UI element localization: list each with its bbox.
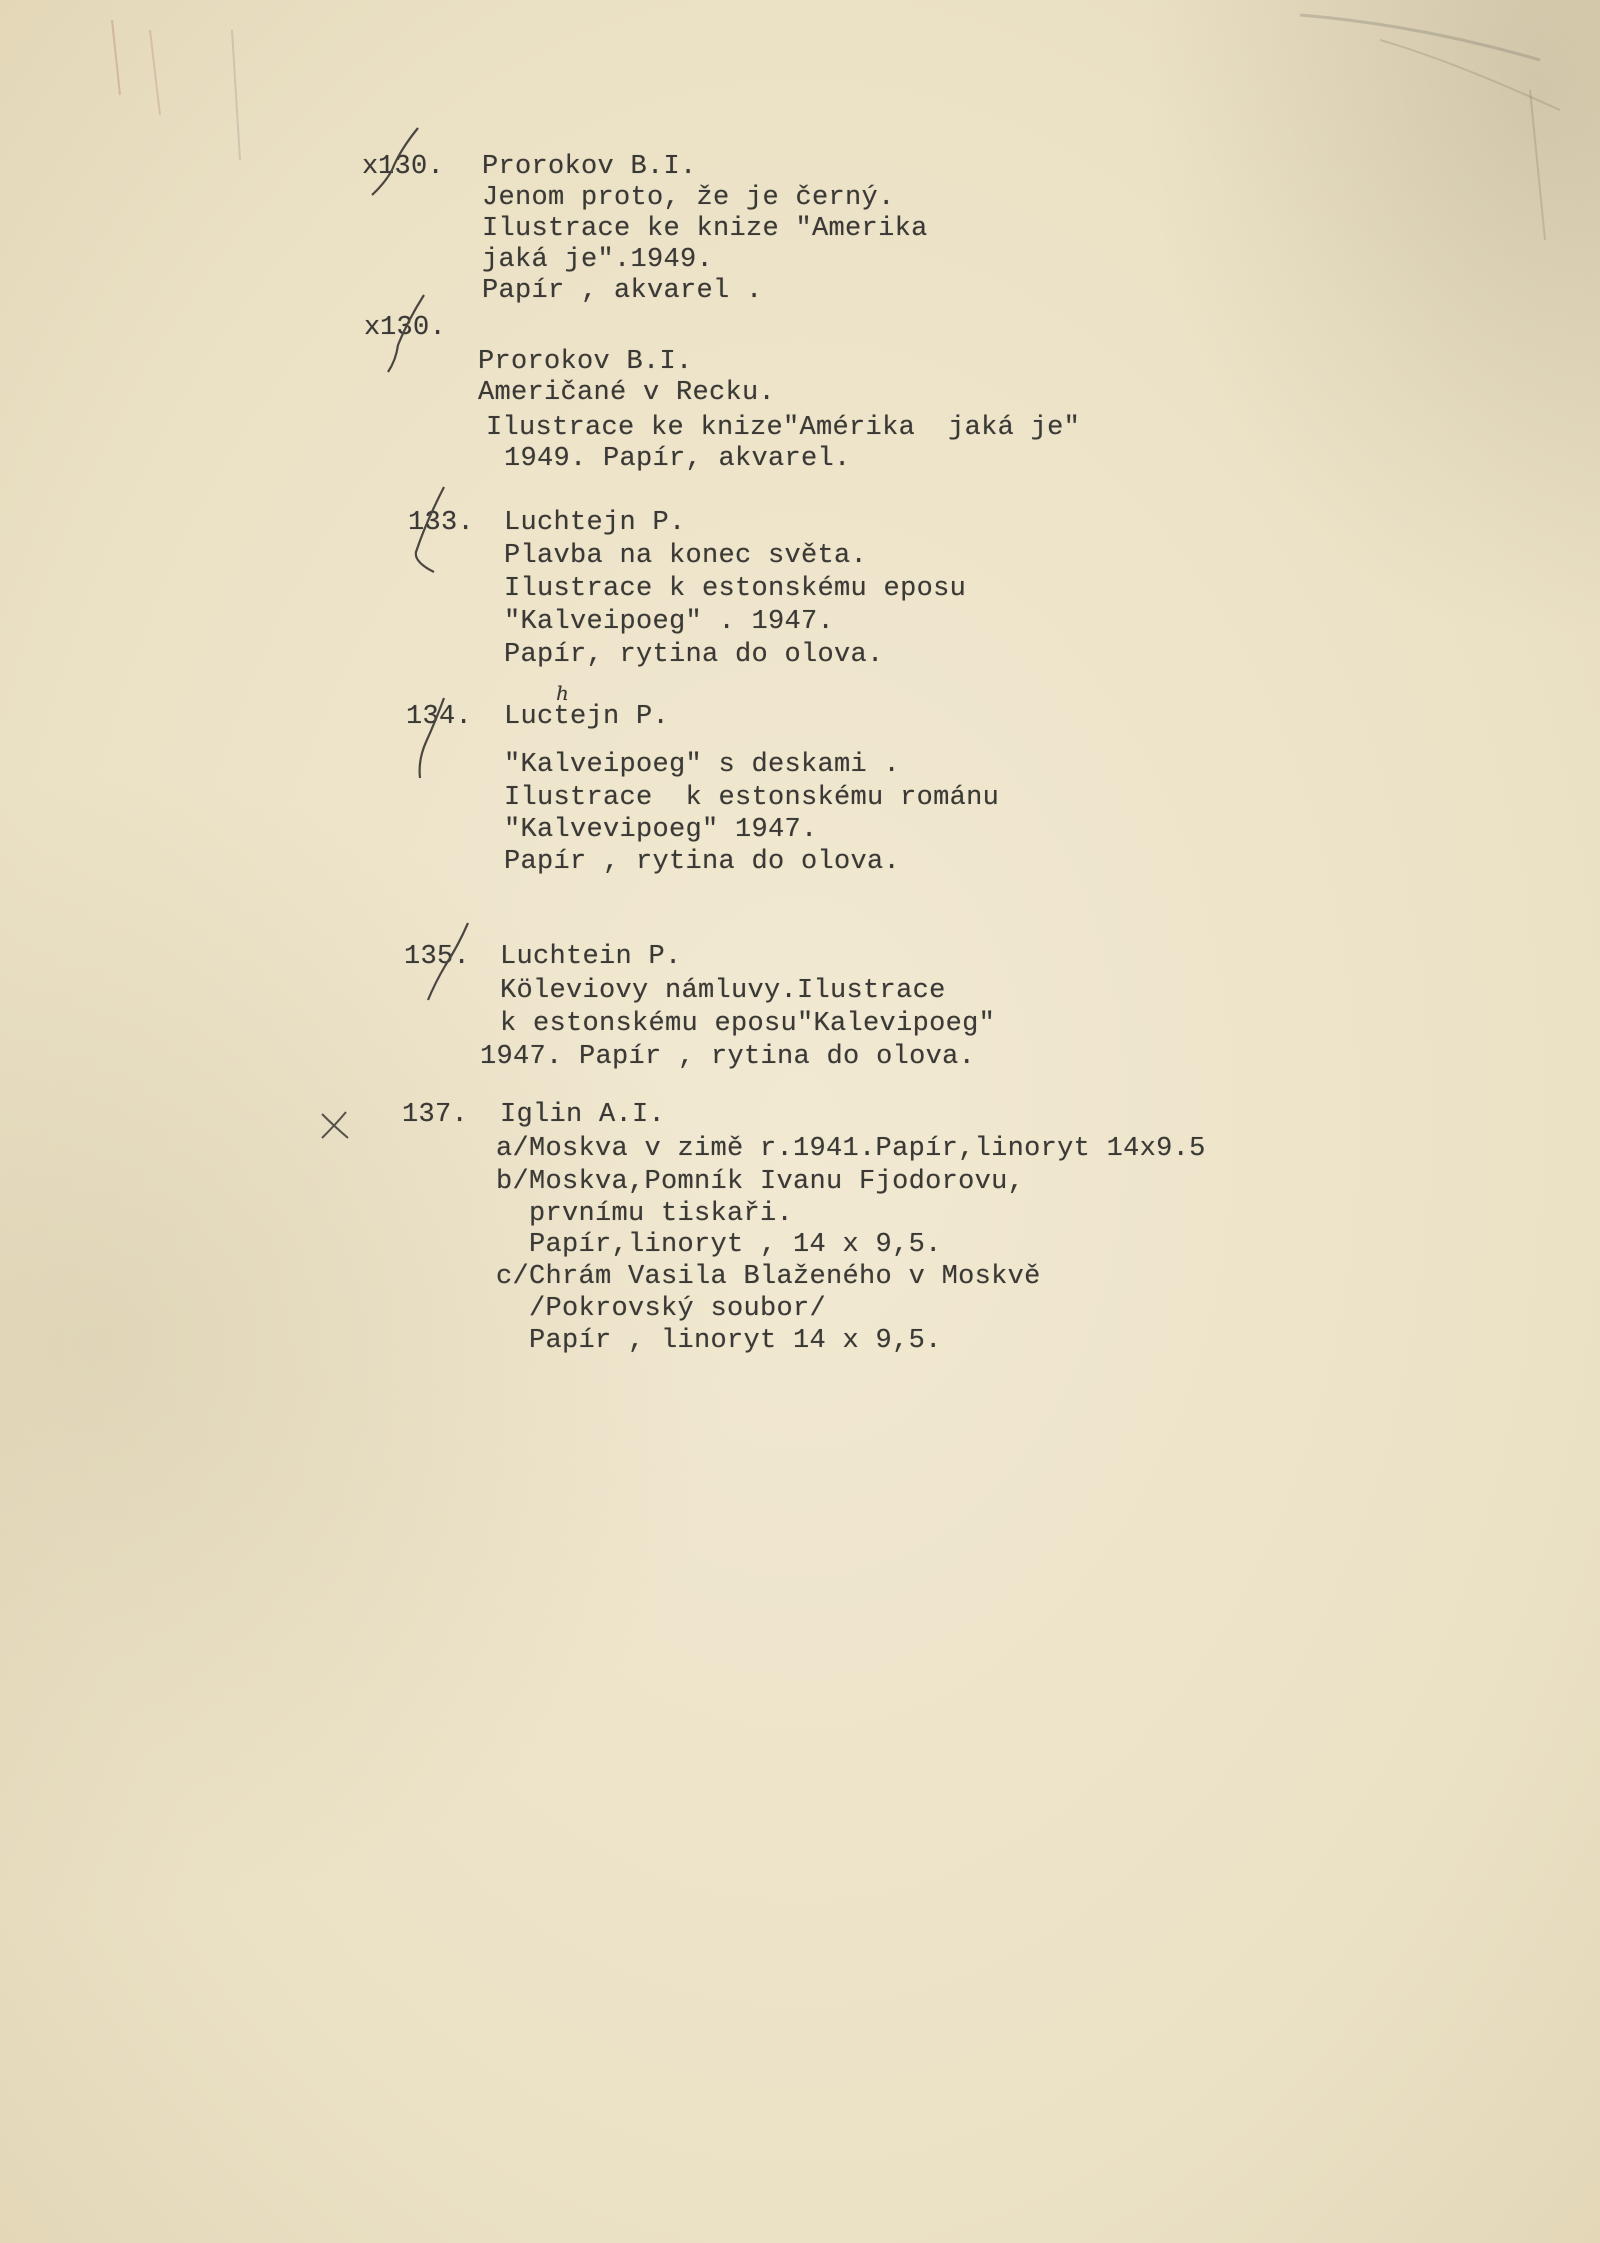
entry-line: Ilustrace ke knize "Amerika	[482, 214, 928, 244]
entry-line: Köleviovy námluvy.Ilustrace	[500, 976, 946, 1006]
entry-line: a/Moskva v zimě r.1941.Papír,linoryt 14x9.5	[496, 1134, 1206, 1164]
entry-line: Papír,linoryt , 14 x 9,5.	[496, 1230, 942, 1260]
entry-line: "Kalveipoeg" s deskami .	[504, 750, 901, 780]
entry-line: Papír , linoryt 14 x 9,5.	[496, 1326, 942, 1356]
entry-line: b/Moskva,Pomník Ivanu Fjodorovu,	[496, 1167, 1025, 1197]
entry-line: Ilustrace ke knize"Amérika jaká je"	[486, 413, 1081, 443]
entry-line: "Kalveipoeg" . 1947.	[504, 607, 835, 637]
handwritten-check-mark	[366, 290, 446, 380]
bleed-through-marks	[0, 0, 1600, 300]
handwritten-check-mark	[404, 690, 464, 790]
entry-line: Luctejn P.	[504, 702, 670, 732]
entry-number: 137.	[402, 1100, 469, 1130]
entry-line: Papír , rytina do olova.	[504, 847, 901, 877]
handwritten-check-mark	[404, 482, 464, 582]
entry-line: Plavba na konec světa.	[504, 541, 868, 571]
entry-line: Luchtejn P.	[504, 508, 686, 538]
entry-line: Prorokov B.I.	[482, 152, 697, 182]
entry-line: /Pokrovský soubor/	[496, 1294, 827, 1324]
entry-line: 1947. Papír , rytina do olova.	[480, 1042, 976, 1072]
entry-line: Prorokov B.I.	[478, 347, 693, 377]
entry-line: Ilustrace k estonskému eposu	[504, 574, 967, 604]
entry-number: 135.	[404, 942, 471, 972]
entry-number: 133.	[408, 508, 475, 538]
entry-line: c/Chrám Vasila Blaženého v Moskvě	[496, 1262, 1041, 1292]
entry-line: "Kalvevipoeg" 1947.	[504, 815, 818, 845]
entry-line: prvnímu tiskaři.	[496, 1199, 794, 1229]
entry-line: Američané v Recku.	[478, 378, 776, 408]
entry-number: 130.	[380, 313, 447, 343]
entry-line: Papír , akvarel .	[482, 276, 763, 306]
entry-number: 130.	[378, 152, 445, 182]
entry-number: 134.	[406, 702, 473, 732]
handwritten-insert-h: h	[556, 681, 570, 705]
entry-prefix: x	[364, 313, 381, 343]
entry-line: k estonskému eposu"Kalevipoeg"	[500, 1009, 996, 1039]
entry-line: Papír, rytina do olova.	[504, 640, 884, 670]
handwritten-check-mark	[360, 125, 440, 205]
handwritten-x-mark	[318, 1108, 352, 1142]
entry-prefix: x	[362, 152, 379, 182]
entry-line: Iglin A.I.	[500, 1100, 666, 1130]
entry-line: jaká je".1949.	[482, 245, 714, 275]
entry-line: Luchtein P.	[500, 942, 682, 972]
entry-line: 1949. Papír, akvarel.	[504, 444, 851, 474]
entry-line: Jenom proto, že je černý.	[482, 183, 895, 213]
entry-line: Ilustrace k estonskému románu	[504, 783, 1000, 813]
handwritten-check-mark	[420, 918, 480, 1008]
